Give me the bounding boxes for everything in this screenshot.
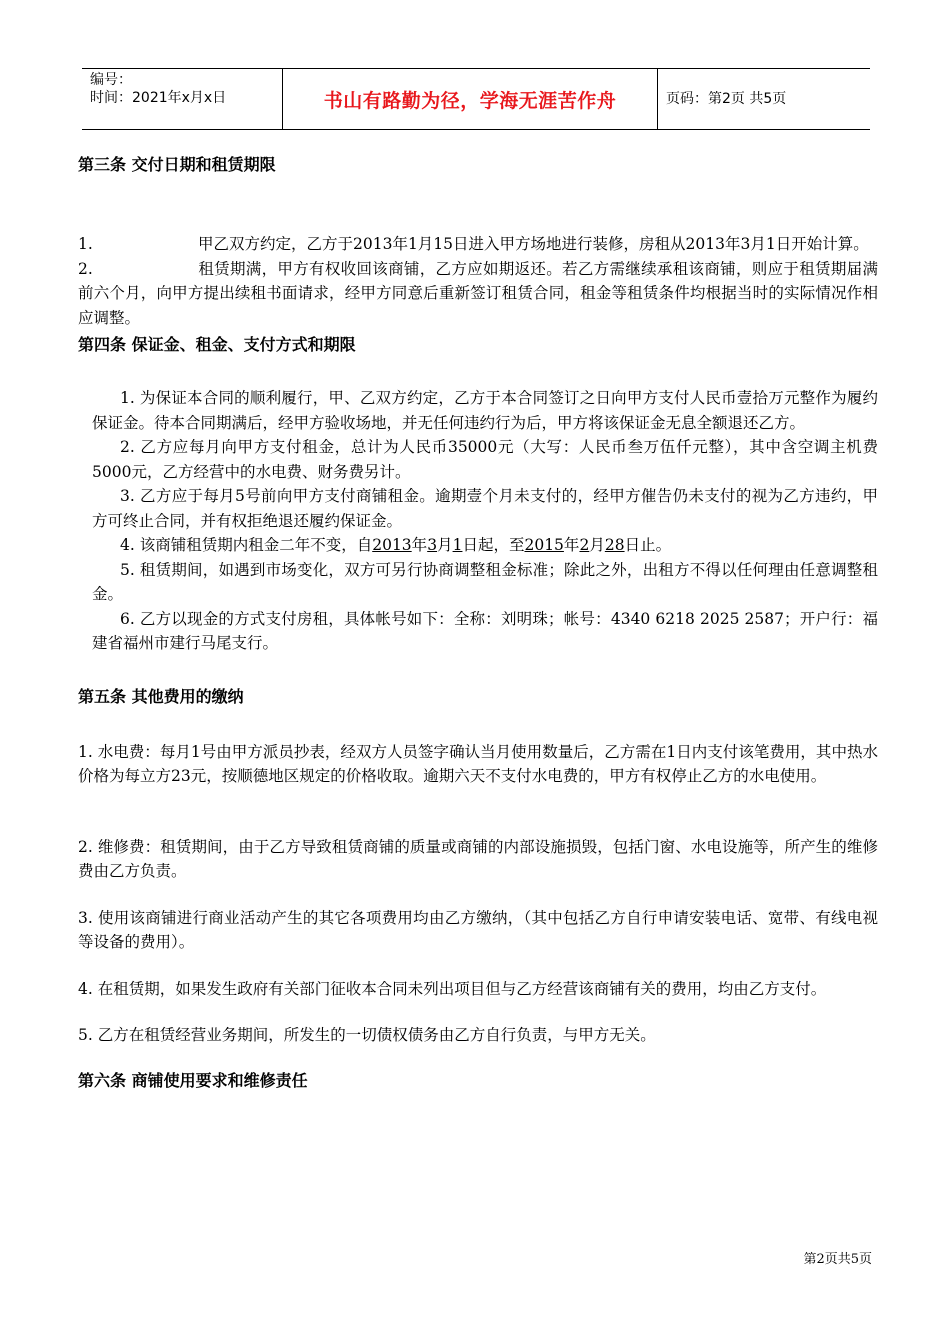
article-5-item-5: 5. 乙方在租赁经营业务期间，所发生的一切债权债务由乙方自行负责，与甲方无关。 [78, 1026, 656, 1044]
header-motto: 书山有路勤为径，学海无涯苦作舟 [323, 89, 617, 112]
item-text: 租赁期满，甲方有权收回该商铺，乙方应如期返还。若乙方需继续承租该商铺，则应于租赁期届满前六个月，向甲方提出续租书面请求，经甲方同意后重新签订租赁合同，租金等租赁条件均根据当时的实际情况作相应调整。 [78, 259, 878, 327]
article-5-item-1: 1. 水电费：每月1号由甲方派员抄表，经双方人员签字确认当月使用数量后，乙方需在1日内支付该笔费用，其中热水价格为每立方23元，按顺德地区规定的价格收取。逾期六天不支付水电费的，甲方有权停止乙方的水电使用。 [78, 742, 878, 785]
article-5-item-4: 4. 在租赁期，如果发生政府有关部门征收本合同未列出项目但与乙方经营该商铺有关的费用，均由乙方支付。 [78, 979, 827, 998]
article-3-item-2 [78, 257, 878, 331]
start-month: 3 [427, 536, 438, 554]
item4-prefix: 4. 该商铺租赁期内租金二年不变，自 [120, 536, 373, 554]
header-left-cell [82, 69, 282, 129]
end-year: 2015 [524, 536, 564, 554]
page-footer: 第2页共5页 [803, 1252, 872, 1267]
document-header [82, 68, 870, 130]
item-number: 1. [78, 235, 93, 253]
start-year: 2013 [372, 536, 412, 554]
item-text: 甲乙双方约定，乙方于2013年1月15日进入甲方场地进行装修，房租从2013年3月1日开始计算。 [198, 235, 869, 253]
article-5-item-3: 3. 使用该商铺进行商业活动产生的其它各项费用均由乙方缴纳，（其中包括乙方自行申请安装电话、宽带、有线电视等设备的费用）。 [78, 908, 878, 951]
article-4-items [78, 386, 878, 656]
end-month: 2 [579, 536, 590, 554]
document-date-label: 时间：2021年x月x日 [90, 90, 227, 106]
header-right-cell [658, 69, 870, 129]
article-4-item-1: 1. 为保证本合同的顺利履行，甲、乙双方约定，乙方于本合同签订之日向甲方支付人民币壹拾万元整作为履约保证金。待本合同期满后，经甲方验收场地，并无任何违约行为后，甲方将该保证金无息全额退还乙方。 [92, 389, 878, 432]
document-body [78, 152, 878, 1094]
text: 日止。 [624, 536, 672, 554]
article-5-title: 第五条 其他费用的缴纳 [78, 686, 244, 706]
text: 年 [563, 536, 580, 554]
article-4-item-2: 2. 乙方应每月向甲方支付租金，总计为人民币35000元（大写：人民币叁万伍仟元整），其中含空调主机费5000元，乙方经营中的水电费、财务费另计。 [92, 438, 878, 481]
start-day: 1 [452, 536, 463, 554]
item-number: 2. [78, 259, 93, 278]
article-3-title: 第三条 交付日期和租赁期限 [78, 155, 276, 174]
article-4-item-6: 6. 乙方以现金的方式支付房租，具体帐号如下：全称：刘明珠；帐号：4340 6218 2025 2587；开户行：福建省福州市建行马尾支行。 [92, 609, 878, 652]
text: 日起，至 [462, 536, 525, 554]
header-center-cell [282, 69, 658, 129]
article-4-item-5: 5. 租赁期间，如遇到市场变化，双方可另行协商调整租金标准；除此之外，出租方不得以任何理由任意调整租金。 [92, 560, 878, 603]
text: 月 [437, 536, 453, 554]
article-4-title: 第四条 保证金、租金、支付方式和期限 [78, 335, 356, 354]
end-day: 28 [604, 536, 625, 554]
header-page-label: 页码：第2页 共5页 [666, 91, 787, 107]
article-4-item-4 [92, 533, 878, 558]
article-6-title: 第六条 商铺使用要求和维修责任 [78, 1070, 308, 1090]
text: 月 [589, 536, 605, 554]
article-5-item-2: 2. 维修费：租赁期间，由于乙方导致租赁商铺的质量或商铺的内部设施损毁，包括门窗、水电设施等，所产生的维修费由乙方负责。 [78, 837, 878, 880]
article-3-item-1 [78, 232, 878, 257]
article-4-item-3: 3. 乙方应于每月5号前向甲方支付商铺租金。逾期壹个月未支付的，经甲方催告仍未支付的视为乙方违约，甲方可终止合同，并有权拒绝退还履约保证金。 [92, 487, 878, 530]
text: 年 [411, 536, 428, 554]
document-number-label: 编号： [90, 72, 132, 88]
